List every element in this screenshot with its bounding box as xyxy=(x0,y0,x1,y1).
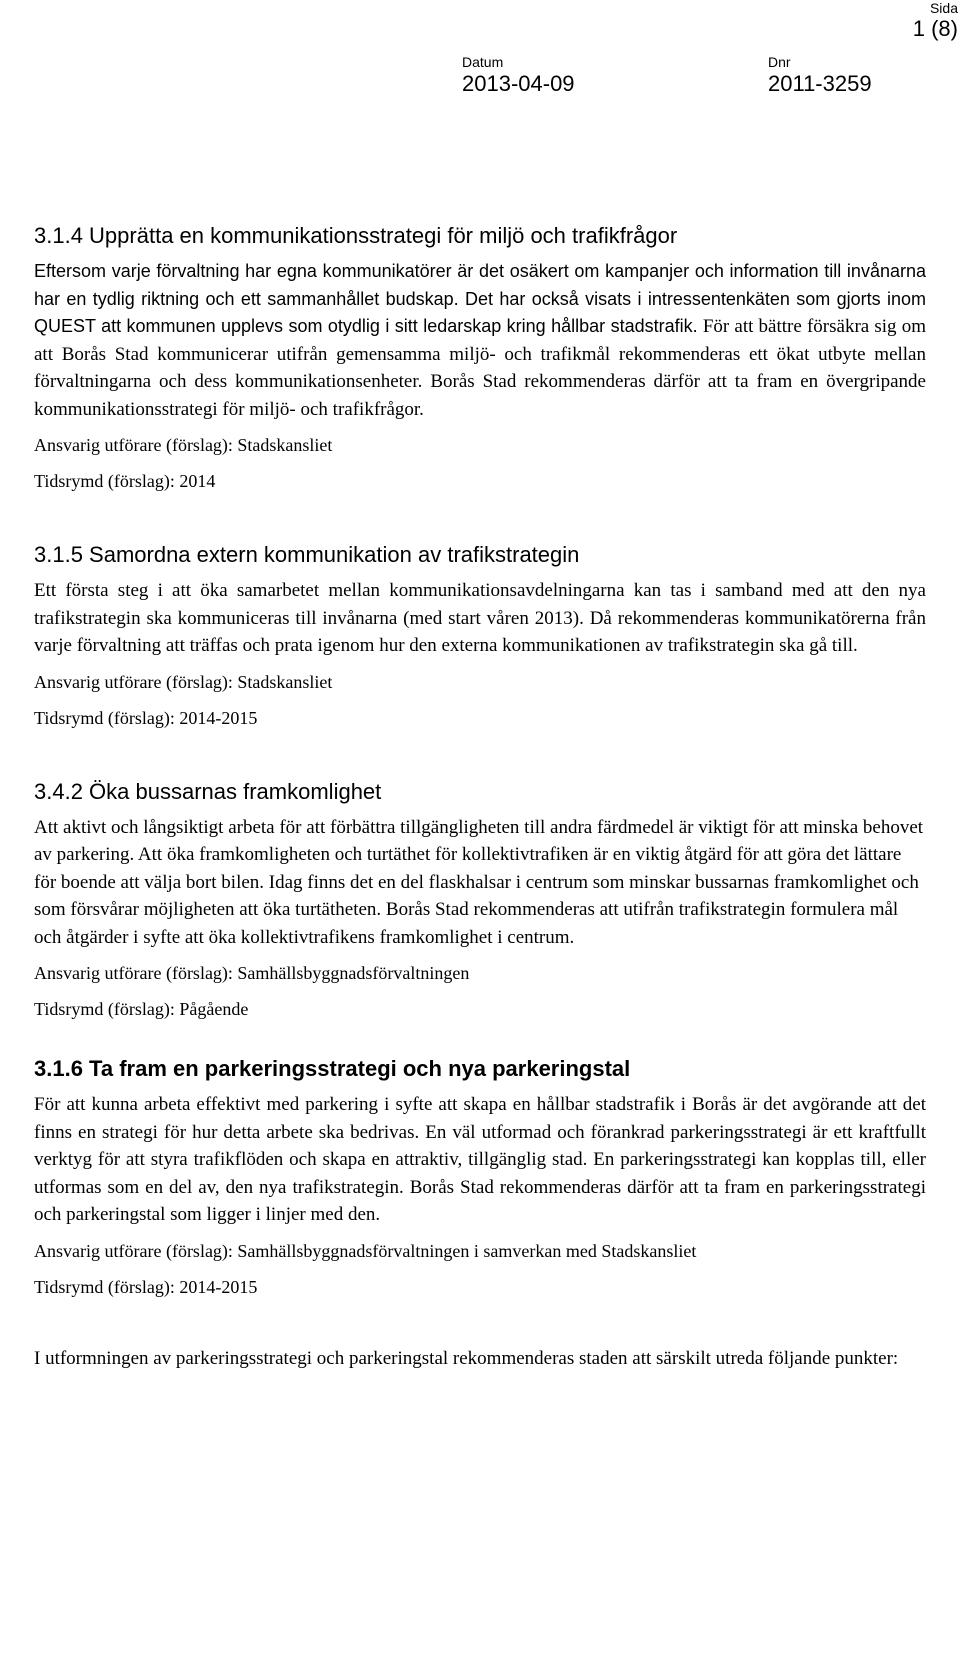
page-number: 1 (8) xyxy=(912,16,958,41)
responsible-line: Ansvarig utförare (förslag): Samhällsbyggnadsförvaltningen i samverkan med Stadskansliet xyxy=(34,1240,697,1261)
responsible-line: Ansvarig utförare (förslag): Stadskansliet xyxy=(34,671,333,692)
section-paragraph-serif: För att bättre försäkra sig om att Borås Stad kommunicerar utifrån gemensamma miljö- och trafikmål rekommenderas ett ökat utbyte mellan förvaltningarna och dess kommunikationsenheter. Borås Stad rekommenderas därför att ta fram en övergripande kommunikationsstrategi för miljö- och trafikfrågor. xyxy=(34,316,927,420)
date-value: 2013-04-09 xyxy=(462,71,575,96)
section-heading: 3.4.2 Öka bussarnas framkomlighet xyxy=(34,778,382,804)
responsible-line: Ansvarig utförare (förslag): Stadskansliet xyxy=(34,435,333,455)
document-body xyxy=(34,222,926,1372)
section-heading: 3.1.4 Upprätta en kommunikationsstrategi för miljö och trafikfrågor xyxy=(34,223,678,248)
section-3-1-4 xyxy=(34,222,926,493)
reference-label: Dnr xyxy=(768,54,791,70)
timeframe-line: Tidsrymd (förslag): 2014-2015 xyxy=(34,707,258,728)
section-paragraph xyxy=(34,258,926,423)
section-3-1-6 xyxy=(34,1055,926,1299)
section-paragraph: Att aktivt och långsiktigt arbeta för att förbättra tillgängligheten till andra färdmedel är viktigt för att minska behovet av parkering. Att öka framkomligheten och turtäthet för kollektivtrafiken är en viktig åtgärd för att göra det lättare för boende att välja bort bilen. Idag finns det en del flaskhalsar i centrum som minskar bussarnas framkomlighet och som försvårar möjligheten att öka turtätheten. Borås Stad rekommenderas att utifrån trafikstrategin formulera mål och åtgärder i syfte att öka kollektivtrafikens framkomlighet i centrum. xyxy=(34,816,924,948)
timeframe-line: Tidsrymd (förslag): Pågående xyxy=(34,999,249,1019)
section-heading: 3.1.5 Samordna extern kommunikation av trafikstrategin xyxy=(34,542,580,567)
section-paragraph: För att kunna arbeta effektivt med parkering i syfte att skapa en hållbar stadstrafik i Borås är det avgörande att det finns en strategi för hur detta arbete ska bedrivas. En väl utformad och förankrad parkeringsstrategi är ett kraftfullt verktyg för att styra trafikflöden och skapa en attraktiv, tillgänglig stad. En parkeringsstrategi kan kopplas till, eller utformas som en del av, den nya trafikstrategin. Borås Stad rekommenderas därför att ta fram en parkeringsstrategi och parkeringstal som ligger i linjer med den. xyxy=(34,1094,926,1225)
reference-value: 2011-3259 xyxy=(768,71,872,96)
section-3-4-2 xyxy=(34,778,926,1022)
closing-paragraph: I utformningen av parkeringsstrategi och parkeringstal rekommenderas staden att särskilt utreda följande punkter: xyxy=(34,1347,899,1369)
responsible-line: Ansvarig utförare (förslag): Samhällsbyggnadsförvaltningen xyxy=(34,963,470,983)
section-paragraph: Ett första steg i att öka samarbetet mellan kommunikationsavdelningarna kan tas i samband med att den nya trafikstrategin ska kommuniceras till invånarna (med start våren 2013). Då rekommenderas kommunikatörerna från varje förvaltning att träffas och prata igenom hur den externa kommunikationen av trafikstrategin ska gå till. xyxy=(34,580,926,656)
section-paragraph-sans: Eftersom varje förvaltning har egna kommunikatörer är det osäkert om kampanjer och information till invånarna har en tydlig riktning och ett sammanhållet budskap. Det har också visats i intressentenkäten som gjorts inom QUEST att kommunen upplevs som otydlig i sitt ledarskap kring hållbar stadstrafik. xyxy=(34,261,926,336)
timeframe-line: Tidsrymd (förslag): 2014 xyxy=(34,471,216,491)
page-label: Sida xyxy=(929,0,958,16)
section-heading: 3.1.6 Ta fram en parkeringsstrategi och nya parkeringstal xyxy=(34,1056,631,1081)
timeframe-line: Tidsrymd (förslag): 2014-2015 xyxy=(34,1276,258,1297)
date-label: Datum xyxy=(462,54,504,70)
section-3-1-5 xyxy=(34,541,926,730)
